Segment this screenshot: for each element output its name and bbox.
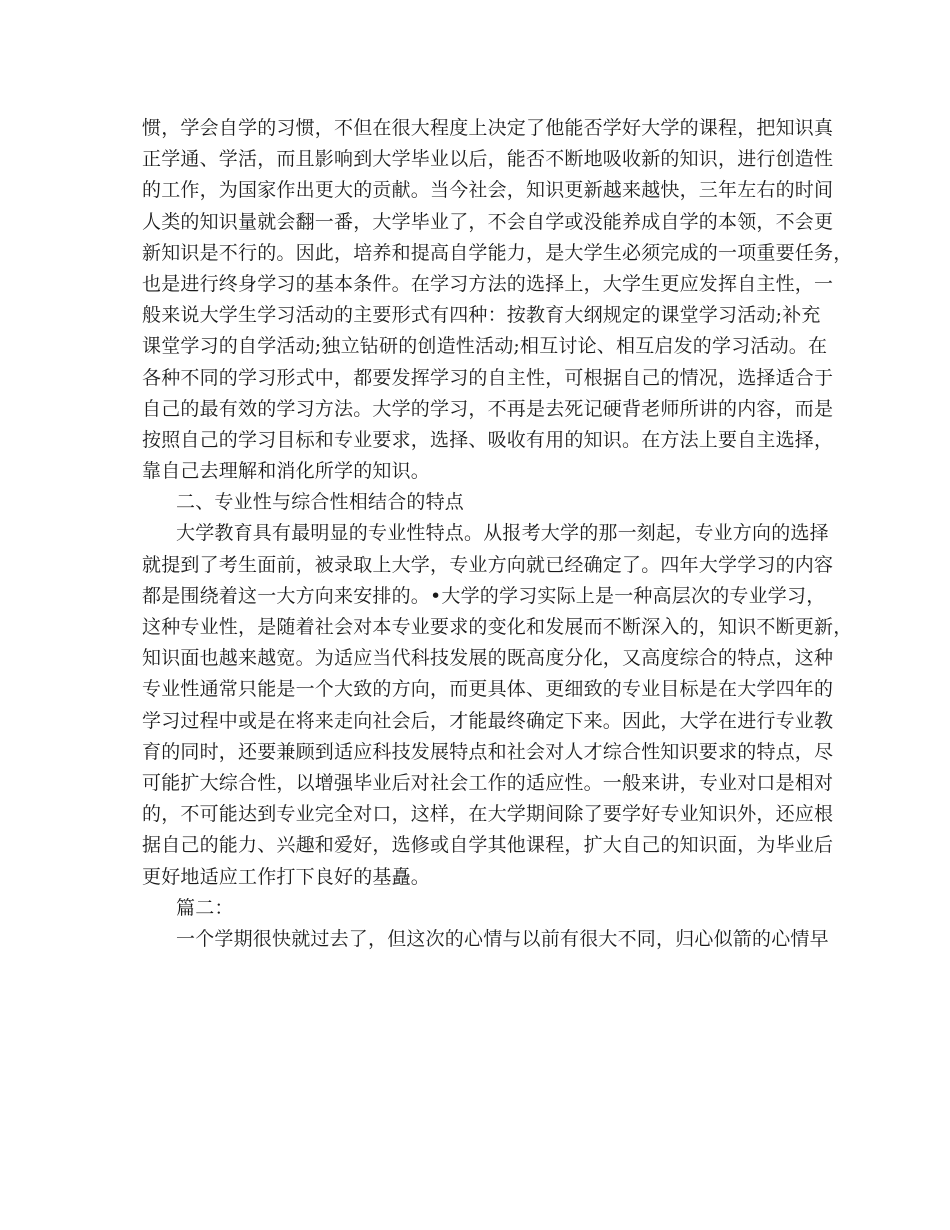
text-line: 课堂学习的自学活动;独立钻研的创造性活动;相互讨论、相互启发的学习活动。在 — [142, 335, 828, 358]
text-line: 自己的最有效的学习方法。大学的学习，不再是去死记硬背老师所讲的内容，而是 — [142, 397, 834, 420]
text-line: 各种不同的学习形式中，都要发挥学习的自主性，可根据自己的情况，选择适合于 — [142, 366, 834, 389]
text-line: 靠自己去理解和消化所学的知识。 — [142, 460, 431, 483]
paragraph-start-line: 一个学期很快就过去了，但这次的心情与以前有很大不同，归心似箭的心情早 — [176, 927, 829, 950]
text-line: 学习过程中或是在将来走向社会后，才能最终确定下来。因此，大学在进行专业教 — [142, 709, 834, 732]
text-line: 也是进行终身学习的基本条件。在学习方法的选择上，大学生更应发挥自主性，一 — [142, 272, 834, 295]
text-line: 按照自己的学习目标和专业要求，选择、吸收有用的知识。在方法上要自主选择， — [142, 428, 834, 451]
text-line: 更好地适应工作打下良好的基矗。 — [142, 865, 431, 888]
text-line: 的工作，为国家作出更大的贡献。当今社会，知识更新越来越快，三年左右的时间 — [142, 179, 834, 202]
text-line: 般来说大学生学习活动的主要形式有四种：按教育大纲规定的课堂学习活动;补充 — [142, 304, 821, 327]
text-line: 正学通、学活，而且影响到大学毕业以后，能否不断地吸收新的知识，进行创造性 — [142, 148, 834, 171]
text-line: 育的同时，还要兼顾到适应科技发展特点和社会对人才综合性知识要求的特点，尽 — [142, 740, 834, 763]
text-line: 都是围绕着这一大方向来安排的。•大学的学习实际上是一种高层次的专业学习， — [142, 584, 826, 607]
text-line: 这种专业性，是随着社会对本专业要求的变化和发展而不断深入的，知识不断更新， — [142, 616, 853, 638]
text-line: 可能扩大综合性，以增强毕业后对社会工作的适应性。一般来讲，专业对口是相对 — [142, 771, 834, 794]
text-line: 的，不可能达到专业完全对口，这样，在大学期间除了要学好专业知识外，还应根 — [142, 803, 834, 826]
text-line: 据自己的能力、兴趣和爱好，选修或自学其他课程，扩大自己的知识面，为毕业后 — [142, 834, 834, 857]
paragraph-start-line: 大学教育具有最明显的专业性特点。从报考大学的那一刻起，专业方向的选择 — [176, 522, 829, 545]
text-line: 新知识是不行的。因此，培养和提高自学能力，是大学生必须完成的一项重要任务， — [142, 241, 853, 264]
document-body — [142, 113, 853, 955]
paragraph-start-line: 篇二： — [176, 896, 234, 919]
text-line: 知识面也越来越宽。为适应当代科技发展的既高度分化，又高度综合的特点，这种 — [142, 647, 834, 670]
text-line: 惯，学会自学的习惯，不但在很大程度上决定了他能否学好大学的课程，把知识真 — [142, 117, 834, 139]
paragraph-start-line: 二、专业性与综合性相结合的特点 — [176, 491, 465, 514]
text-line: 就提到了考生面前，被录取上大学，专业方向就已经确定了。四年大学学习的内容 — [142, 553, 834, 576]
text-line: 人类的知识量就会翻一番，大学毕业了，不会自学或没能养成自学的本领，不会更 — [142, 210, 834, 233]
text-line: 专业性通常只能是一个大致的方向，而更具体、更细致的专业目标是在大学四年的 — [142, 678, 834, 701]
